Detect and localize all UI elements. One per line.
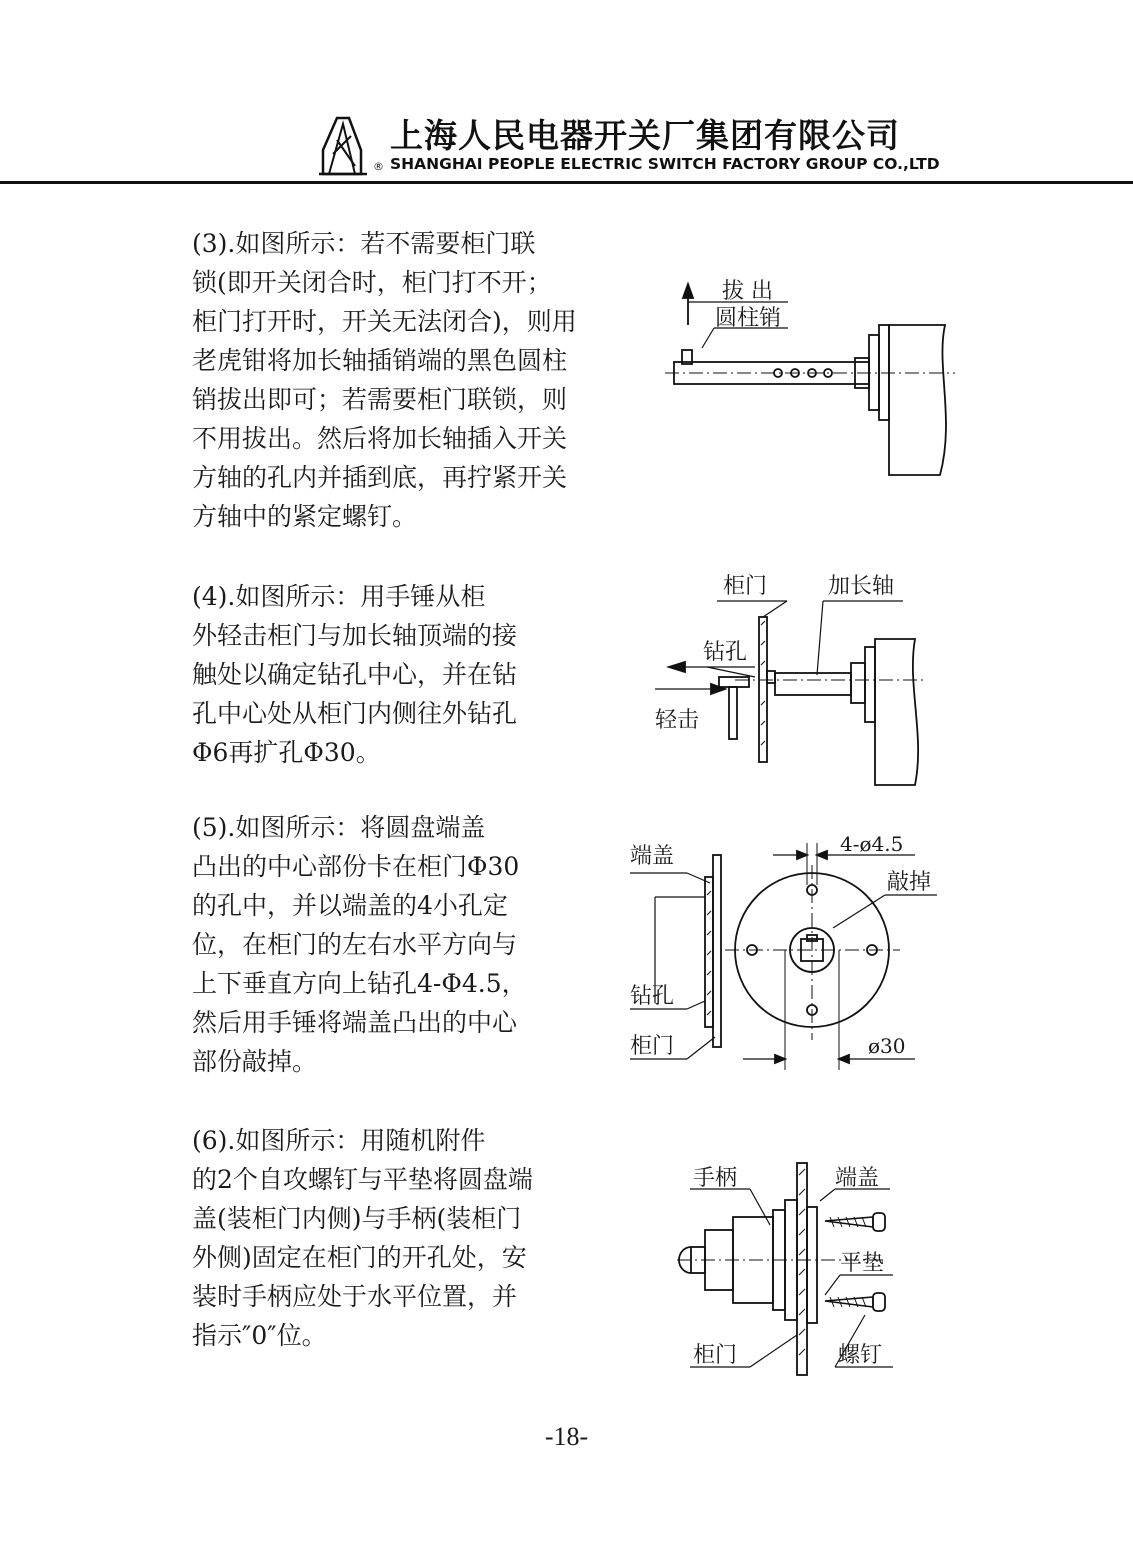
text-line: (4).如图所示：用手锤从柜: [192, 582, 486, 611]
text-line: 凸出的中心部份卡在柜门Φ30: [192, 852, 520, 881]
label-drill: 钻孔: [630, 984, 675, 1009]
label-screw: 螺钉: [838, 1343, 883, 1368]
instruction-step-5: [192, 808, 527, 1081]
text-line: 盖(装柜门内侧)与手柄(装柜门: [192, 1204, 522, 1233]
label-door: 柜门: [723, 574, 768, 599]
label-knock: 敲掉: [887, 870, 932, 895]
instruction-step-4: [192, 577, 517, 772]
label-holes: 4-ø4.5: [840, 832, 904, 856]
text-line: 然后用手锤将端盖凸出的中心: [192, 1008, 518, 1037]
label-pin: 圆柱销: [715, 306, 782, 331]
label-cover: 端盖: [630, 844, 675, 869]
instruction-step-3: [192, 224, 577, 536]
label-cover: 端盖: [835, 1166, 880, 1191]
text-line: 孔中心处从柜门内侧往外钻孔: [192, 699, 518, 728]
header-rule: [0, 181, 1133, 184]
text-line: (5).如图所示：将圆盘端盖: [192, 813, 486, 842]
label-shaft: 加长轴: [828, 574, 895, 599]
figure-handle-assembly: [675, 1155, 905, 1380]
text-line: 的2个自攻螺钉与平垫将圆盘端: [192, 1165, 533, 1194]
text-line: (6).如图所示：用随机附件: [192, 1126, 486, 1155]
company-name-en: SHANGHAI PEOPLE ELECTRIC SWITCH FACTORY GROUP CO.,LTD: [390, 155, 940, 173]
label-tap: 轻击: [655, 708, 700, 733]
label-handle: 手柄: [693, 1166, 738, 1191]
page-number: -18-: [544, 1422, 589, 1451]
text-line: 装时手柄应处于水平位置，并: [192, 1282, 518, 1311]
text-line: 的孔中，并以端盖的4小孔定: [192, 891, 508, 920]
text-line: 外侧)固定在柜门的开孔处，安: [192, 1243, 527, 1272]
label-diameter: ø30: [868, 1034, 906, 1058]
text-line: 老虎钳将加长轴插销端的黑色圆柱: [192, 346, 568, 375]
text-line: 上下垂直方向上钻孔4-Φ4.5，: [192, 969, 527, 998]
text-line: 锁(即开关闭合时，柜门打不开；: [192, 268, 552, 297]
registered-mark: ®: [373, 160, 384, 173]
text-line: 柜门打开时，开关无法闭合)，则用: [192, 307, 577, 336]
text-line: 方轴的孔内并插到底，再拧紧开关: [192, 463, 568, 492]
text-line: 触处以确定钻孔中心，并在钻: [192, 660, 518, 689]
instruction-step-6: [192, 1121, 533, 1355]
figure-pull-pin: [660, 270, 960, 485]
text-line: 不用拔出。然后将加长轴插入开关: [192, 424, 568, 453]
label-door: 柜门: [630, 1034, 675, 1059]
label-washer: 平垫: [840, 1251, 885, 1276]
label-pull-out: 拔 出: [722, 279, 773, 304]
text-line: 位，在柜门的左右水平方向与: [192, 930, 518, 959]
page-header: [0, 100, 1133, 190]
figure-end-cover: [625, 825, 950, 1075]
figure-tap-drill: [645, 565, 935, 795]
text-line: (3).如图所示：若不需要柜门联: [192, 229, 536, 258]
text-line: 销拔出即可；若需要柜门联锁，则: [192, 385, 568, 414]
text-line: Φ6再扩孔Φ30。: [192, 738, 381, 767]
company-name-cn: 上海人民电器开关厂集团有限公司: [390, 116, 900, 155]
label-door: 柜门: [693, 1343, 738, 1368]
text-line: 部份敲掉。: [192, 1047, 318, 1076]
text-line: 方轴中的紧定螺钉。: [192, 502, 418, 531]
text-line: 外轻击柜门与加长轴顶端的接: [192, 621, 518, 650]
text-line: 指示″0″位。: [192, 1321, 327, 1350]
label-drill: 钻孔: [703, 640, 748, 665]
